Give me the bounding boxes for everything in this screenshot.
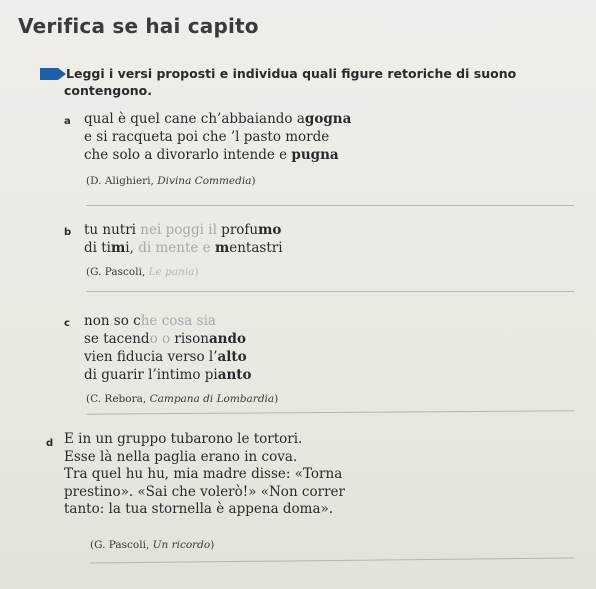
verse-line: e si racqueta poi che ’l pasto morde [84, 129, 330, 145]
source-a: (D. Alighieri, Divina Commedia) [86, 175, 256, 187]
source-d: (G. Pascoli, Un ricordo) [90, 539, 215, 551]
answer-line-a[interactable] [86, 205, 574, 206]
answer-line-b[interactable] [86, 291, 574, 292]
arrow-marker-icon [40, 68, 66, 80]
exercise-letter-b: b [64, 227, 72, 238]
verse-a [84, 110, 351, 164]
verse-line: di timi, di mente e mentastri [84, 240, 283, 256]
instruction-line-2: contengono. [64, 83, 153, 98]
verse-c [84, 312, 252, 384]
verse-line: Tra quel hu hu, mia madre disse: «Torna [64, 466, 343, 482]
verse-b [84, 221, 283, 257]
exercise-letter-c: c [64, 318, 70, 329]
section-title: Verifica se hai capito [18, 14, 259, 38]
verse-line: non so che cosa sia [84, 313, 216, 329]
verse-line: tanto: la tua stornella è appena doma». [64, 501, 334, 517]
verse-line: di guarir l’intimo pianto [84, 367, 252, 383]
verse-line: se tacendo o risonando [84, 331, 246, 347]
exercise-instruction [66, 65, 536, 99]
exercise-letter-a: a [64, 116, 71, 127]
source-c: (C. Rebora, Campana di Lombardia) [86, 393, 279, 405]
verse-line: E in un gruppo tubarono le tortori. [64, 431, 303, 447]
verse-line: vien fiducia verso l’alto [84, 349, 247, 365]
verse-line: qual è quel cane ch’abbaiando agogna [84, 111, 352, 127]
instruction-line-1: Leggi i versi proposti e individua quali figure retoriche di suono [66, 66, 517, 81]
exercise-letter-d: d [46, 438, 54, 449]
verse-line: che solo a divorarlo intende e pugna [84, 147, 339, 163]
verse-line: Esse là nella paglia erano in cova. [64, 448, 298, 465]
verse-line: tu nutri nei poggi il profumo [84, 222, 282, 238]
answer-line-d[interactable] [90, 557, 574, 563]
verse-line: prestino». «Sai che volerò!» «Non correr [64, 483, 345, 500]
answer-line-c[interactable] [86, 410, 574, 414]
verse-d [64, 431, 345, 519]
source-b: (G. Pascoli, Le pania) [86, 266, 199, 278]
